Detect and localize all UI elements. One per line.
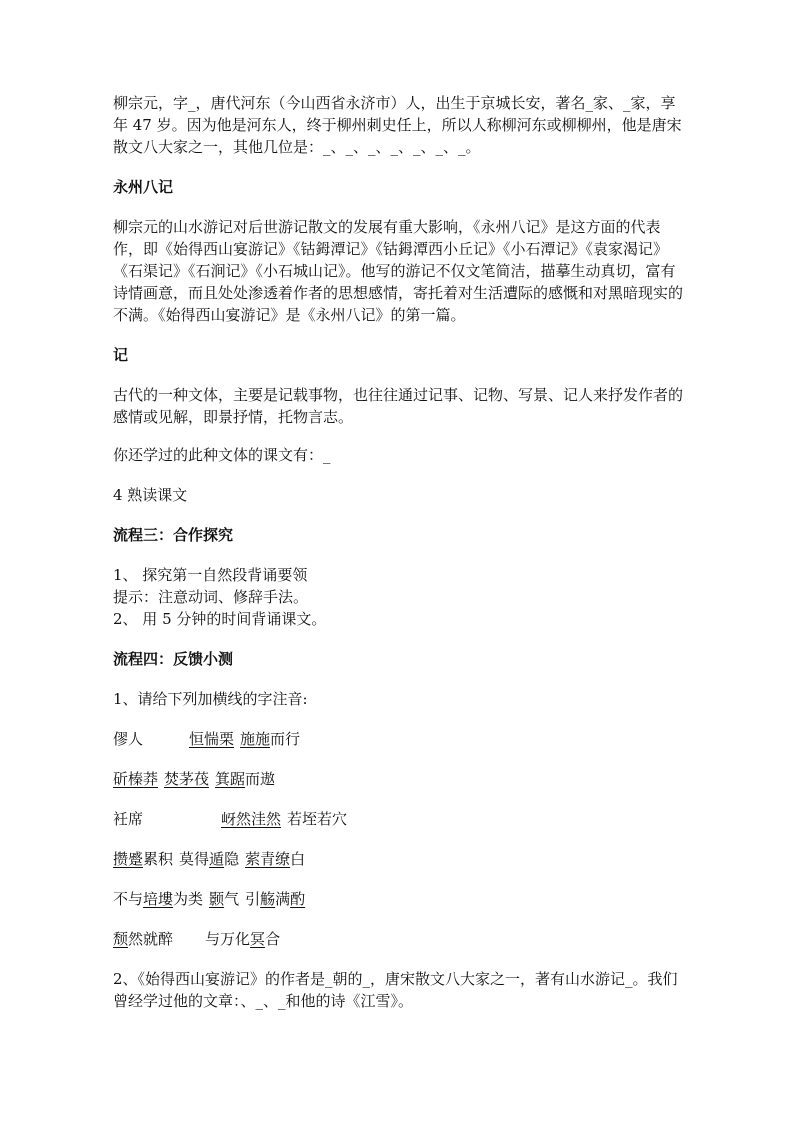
underlined-word: 恒惴栗 — [189, 730, 235, 748]
word: 莫得 — [179, 850, 210, 868]
word: 合 — [265, 930, 281, 948]
explore-hint: 提示：注意动词、修辞手法。 — [113, 588, 309, 606]
learned-texts-prompt: 你还学过的此种文体的课文有：_ — [113, 446, 331, 464]
word-row-1 — [113, 728, 685, 750]
underlined-word: 酌 — [290, 890, 306, 908]
underlined-word: 箕踞 — [215, 770, 246, 788]
underlined-word: 颓 — [113, 930, 129, 948]
underlined-word: 遁 — [209, 850, 225, 868]
explore-list — [113, 564, 685, 630]
ji-definition-paragraph: 古代的一种文体，主要是记载事物，也往往通过记事、记物、写景、记人来抒发作者的感情或见解，即景抒情，托物言志。 — [113, 386, 684, 426]
question-1: 1、请给下列加横线的字注音: — [113, 690, 308, 708]
word: 而遨 — [245, 770, 276, 788]
word: 为类 — [173, 890, 204, 908]
underlined-word: 缭 — [275, 850, 291, 868]
underlined-word: 颢 — [209, 890, 225, 908]
heading-process-four: 流程四：反馈小测 — [113, 650, 234, 668]
heading-ji: 记 — [113, 346, 129, 364]
word: 累积 — [143, 850, 174, 868]
intro-paragraph: 柳宗元，字_，唐代河东（今山西省永济市）人，出生于京城长安，著名_家、_家，享年 47 岁。因为他是河东人，终于柳州刺史任上，所以人称柳河东或柳柳州，他是唐宋散文八大家之一，其他几位是：_、_、_、_、_、_、_。 — [113, 94, 682, 156]
word: 然就醉 — [128, 930, 174, 948]
word: 满 — [275, 890, 291, 908]
explore-item-1: 1、 探究第一自然段背诵要领 — [113, 566, 308, 584]
word: 不与 — [113, 890, 144, 908]
word: 与万化 — [205, 930, 251, 948]
word-row-6 — [113, 928, 685, 950]
word: 而行 — [270, 730, 301, 748]
underlined-word: 斫榛莽 — [113, 770, 159, 788]
explore-item-2: 2、 用 5 分钟的时间背诵课文。 — [113, 610, 327, 628]
underlined-word: 觞 — [260, 890, 276, 908]
word: 白 — [290, 850, 306, 868]
word: 隐 — [224, 850, 240, 868]
heading-yongzhou-baji: 永州八记 — [113, 178, 174, 196]
underlined-word: 攒蹙 — [113, 850, 144, 868]
word-row-4 — [113, 848, 685, 870]
word: 气 — [224, 890, 240, 908]
document-content — [113, 92, 685, 1012]
word-row-3 — [113, 808, 685, 830]
underlined-word: 岈然洼然 — [221, 810, 282, 828]
step-read-text: 4 熟读课文 — [113, 486, 188, 504]
word: 引 — [245, 890, 261, 908]
word: 若垤若穴 — [287, 810, 348, 828]
question-2: 2、《始得西山宴游记》的作者是_朝的_，唐宋散文八大家之一，著有山水游记_。我们曾经学过他的文章：、_、_和他的诗《江雪》。 — [113, 970, 678, 1010]
word-row-2 — [113, 768, 685, 790]
yongzhou-paragraph: 柳宗元的山水游记对后世游记散文的发展有重大影响，《永州八记》是这方面的代表作，即《始得西山宴游记》《钴鉧潭记》《钴鉧潭西小丘记》《小石潭记》《袁家渴记》《石渠记》《石涧记》《小石城山记》。他写的游记不仅文笔简洁，描摹生动真切，富有诗情画意，而且处处渗透着作者的思想感情，寄托着对生活遭际的感慨和对黑暗现实的不满。《始得西山宴游记》是《永州八记》的第一篇。 — [113, 218, 684, 324]
underlined-word: 施施 — [240, 730, 271, 748]
word-row-5 — [113, 888, 685, 910]
underlined-word: 冥 — [250, 930, 266, 948]
underlined-word: 焚茅茷 — [164, 770, 210, 788]
heading-process-three: 流程三：合作探究 — [113, 526, 234, 544]
word: 僇人 — [113, 730, 144, 748]
underlined-word: 萦青 — [245, 850, 276, 868]
underlined-word: 培塿 — [143, 890, 174, 908]
word: 衽席 — [113, 810, 144, 828]
